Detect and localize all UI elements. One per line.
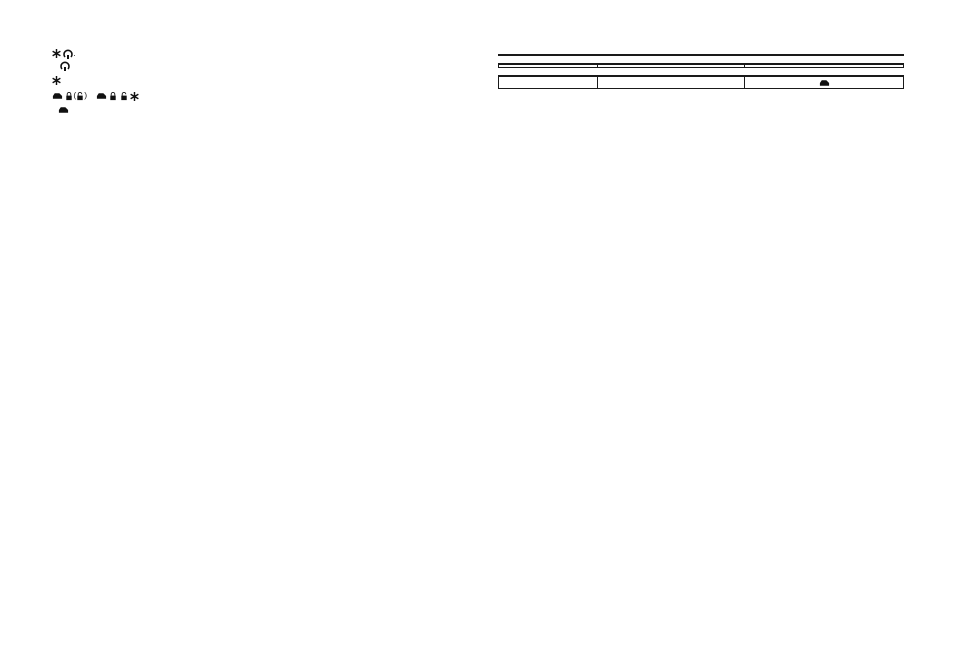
asterisk-button-icon	[52, 49, 61, 58]
cell-command	[745, 65, 904, 68]
asterisk-button-icon	[130, 92, 139, 101]
paragraph: .	[52, 48, 452, 60]
table-row	[499, 77, 904, 89]
level3-table	[498, 54, 904, 56]
right-page	[498, 0, 904, 661]
level5-table	[498, 75, 904, 89]
list-item	[52, 60, 452, 72]
lock-button-icon	[65, 92, 73, 101]
table-row	[499, 65, 904, 68]
col-display	[598, 55, 745, 56]
asterisk-button-icon	[52, 76, 61, 85]
unlock-button-icon	[120, 92, 128, 101]
paragraph	[52, 104, 452, 116]
left-page	[52, 0, 452, 661]
paragraph: ( )	[52, 89, 452, 101]
paragraph	[52, 75, 452, 86]
col-commands	[745, 55, 904, 56]
car-button-icon	[96, 92, 107, 100]
cell-display	[598, 65, 745, 68]
unlock-button-icon	[76, 92, 84, 101]
cell-button	[499, 65, 598, 68]
car-button-icon	[52, 92, 63, 100]
engine-icon	[60, 61, 70, 71]
level4-table	[498, 63, 904, 68]
engine-icon	[63, 49, 73, 59]
lock-button-icon	[109, 92, 117, 101]
cell-command	[745, 77, 904, 89]
cell-display	[598, 77, 745, 89]
col-button	[499, 55, 598, 56]
car-button-icon	[58, 106, 69, 114]
car-button-icon	[819, 79, 830, 87]
cell-button	[499, 77, 598, 89]
